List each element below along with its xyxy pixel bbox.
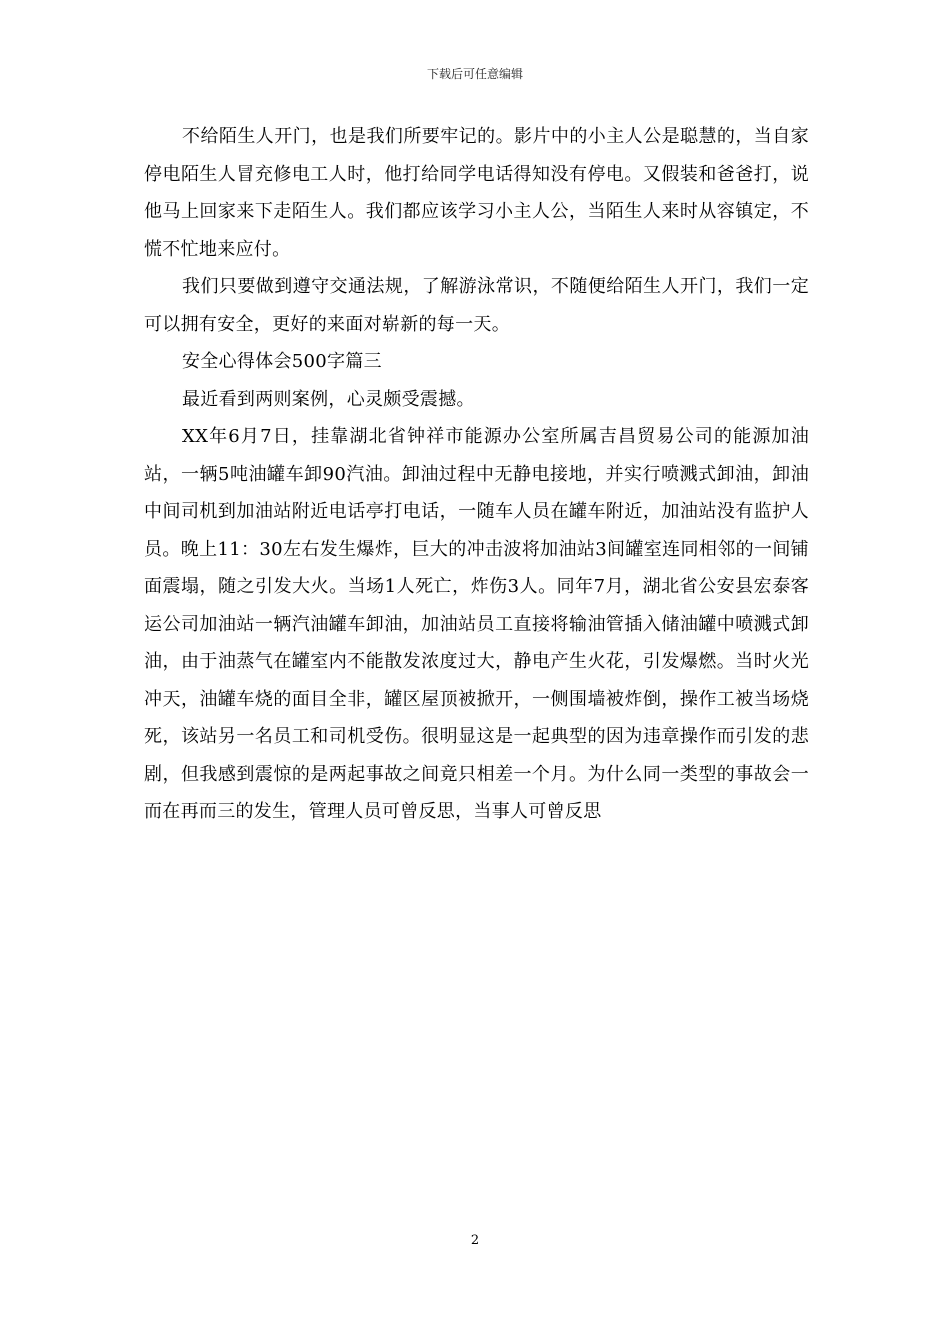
page-number: 2 bbox=[470, 1233, 480, 1248]
paragraph: XX年6月7日，挂靠湖北省钟祥市能源办公室所属吉昌贸易公司的能源加油站，一辆5吨油罐车卸90汽油。卸油过程中无静电接地，并实行喷溅式卸油，卸油中间司机到加油站附近电话亭打电话，一随车人员在罐车附近，加油站没有监护人员。晚上11：30左右发生爆炸，巨大的冲击波将加油站3间罐室连同相邻的一间铺面震塌，随之引发大火。当场1人死亡，炸伤3人。同年7月，湖北省公安县宏泰客运公司加油站一辆汽油罐车卸油，加油站员工直接将输油管插入储油罐中喷溅式卸油，由于油蒸气在罐室内不能散发浓度过大，静电产生火花，引发爆燃。当时火光冲天，油罐车烧的面目全非，罐区屋顶被掀开，一侧围墙被炸倒，操作工被当场烧死，该站另一名员工和司机受伤。很明显这是一起典型的因为违章操作而引发的悲剧，但我感到震惊的是两起事故之间竟只相差一个月。为什么同一类型的事故会一而在再而三的发生，管理人员可曾反思，当事人可曾反思 bbox=[144, 426, 809, 822]
paragraph: 最近看到两则案例，心灵颇受震撼。 bbox=[182, 388, 475, 410]
section-heading: 安全心得体会500字篇三 bbox=[182, 351, 382, 372]
paragraph: 不给陌生人开门，也是我们所要牢记的。影片中的小主人公是聪慧的，当自家停电陌生人冒充修电工人时，他打给同学电话得知没有停电。又假装和爸爸打，说他马上回家来下走陌生人。我们都应该学习小主人公，当陌生人来时从容镇定，不慌不忙地来应付。 bbox=[144, 126, 809, 260]
paragraph: 我们只要做到遵守交通法规，了解游泳常识，不随便给陌生人开门，我们一定可以拥有安全，更好的来面对崭新的每一天。 bbox=[144, 276, 809, 335]
page-header: 下载后可任意编辑 bbox=[426, 67, 523, 81]
document-body bbox=[144, 118, 809, 831]
